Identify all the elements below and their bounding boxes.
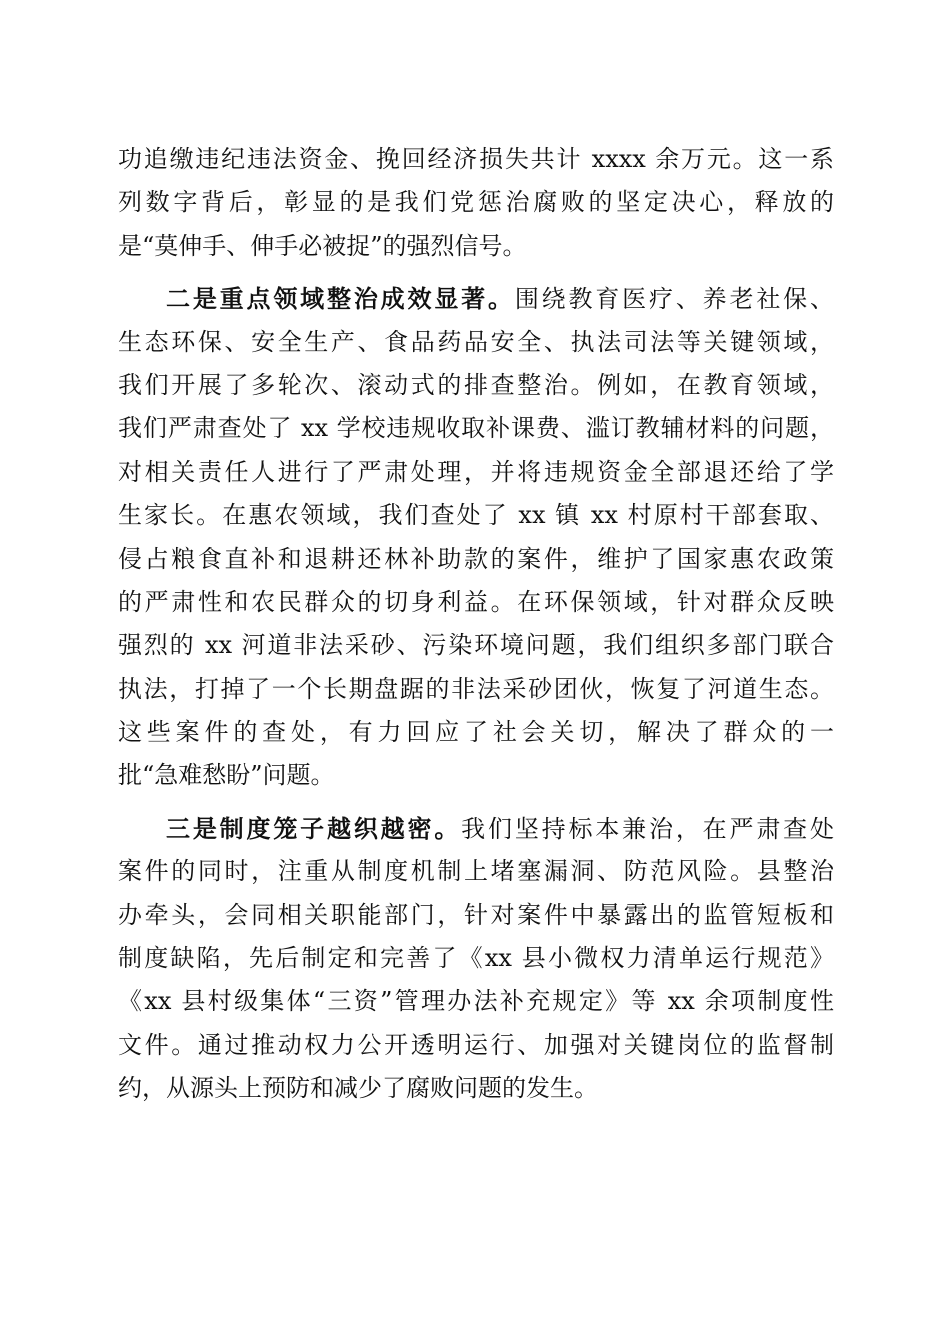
text-line: 执法，打掉了一个长期盘踞的非法采砂团伙，恢复了河道生态。	[118, 674, 834, 703]
text-line: 案件的同时，注重从制度机制上堵塞漏洞、防范风险。县整治	[118, 857, 834, 886]
text-line: 制度缺陷，先后制定和完善了《xx 县小微权力清单运行规范》	[118, 944, 834, 973]
document-page	[118, 138, 834, 1111]
text-line: 对相关责任人进行了严肃处理，并将违规资金全部退还给了学	[118, 457, 834, 486]
paragraph-lead-heading: 二是重点领域整治成效显著。	[166, 284, 515, 314]
text-line: 生态环保、安全生产、食品药品安全、执法司法等关键领域，	[118, 327, 834, 356]
text-line: 的严肃性和农民群众的切身利益。在环保领域，针对群众反映	[118, 587, 834, 616]
text-line: 办牵头，会同相关职能部门，针对案件中暴露出的监管短板和	[118, 900, 834, 929]
text-line: 《xx 县村级集体“三资”管理办法补充规定》等 xx 余项制度性	[118, 987, 834, 1016]
paragraph-2	[118, 277, 834, 798]
text-line: 我们开展了多轮次、滚动式的排查整治。例如，在教育领域，	[118, 370, 834, 399]
text-line: 批“急难愁盼”问题。	[118, 761, 335, 790]
text-line	[118, 277, 834, 320]
text-line: 文件。通过推动权力公开透明运行、加强对关键岗位的监督制	[118, 1030, 834, 1059]
text-line: 强烈的 xx 河道非法采砂、污染环境问题，我们组织多部门联合	[118, 631, 834, 660]
paragraph-3	[118, 807, 834, 1111]
text-line: 是“莫伸手、伸手必被捉”的强烈信号。	[118, 231, 527, 260]
text-line: 列数字背后，彰显的是我们党惩治腐败的坚定决心，释放的	[118, 188, 834, 217]
paragraph-lead-rest: 围绕教育医疗、养老社保、	[514, 285, 835, 314]
text-line: 功追缴违纪违法资金、挽回经济损失共计 xxxx 余万元。这一系	[118, 145, 834, 173]
paragraph-lead-rest: 我们坚持标本兼治，在严肃查处	[461, 814, 835, 843]
text-line: 这些案件的查处，有力回应了社会关切，解决了群众的一	[118, 718, 834, 747]
text-line: 约，从源头上预防和减少了腐败问题的发生。	[118, 1074, 598, 1103]
paragraph-lead-heading: 三是制度笼子越织越密。	[166, 813, 462, 843]
text-line: 侵占粮食直补和退耕还林补助款的案件，维护了国家惠农政策	[118, 544, 834, 573]
paragraph-1	[118, 138, 834, 268]
text-line: 生家长。在惠农领域，我们查处了 xx 镇 xx 村原村干部套取、	[118, 501, 834, 530]
text-line: 我们严肃查处了 xx 学校违规收取补课费、滥订教辅材料的问题，	[118, 414, 834, 443]
text-line	[118, 807, 834, 850]
